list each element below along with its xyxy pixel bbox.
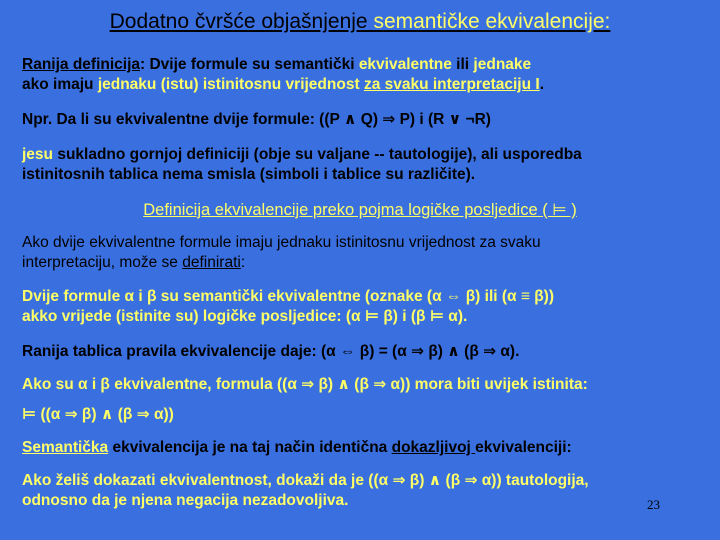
para-intro-line-2 [22, 253, 702, 273]
text-fragment: interpretaciju, može se [22, 254, 183, 271]
highlight-semantic: Semantička [22, 439, 109, 456]
para-proof-hint-line-1: Ako želiš dokazati ekvivalentnost, dokaži da je ((α ⇒ β) ∧ (β ⇒ α)) tautologija, [22, 472, 589, 489]
para-intro-line-1: Ako dvije ekvivalentne formule imaju jednaku istinitosnu vrijednost za svaku [22, 234, 541, 251]
para-previous-definition-line-2 [22, 75, 702, 95]
text-fragment: ekvivalencija je na taj način identična [108, 439, 392, 456]
para-tautology-line-2: ⊨ ((α ⇒ β) ∧ (β ⇒ α)) [22, 406, 174, 423]
section-subheading: Definicija ekvivalencije preko pojma logičke posljedice ( ⊨ ) [143, 201, 577, 219]
para-tautology-line-1: Ako su α i β ekvivalentne, formula ((α ⇒ β) ∧ (β ⇒ α)) mora biti uvijek istinita: [22, 376, 588, 393]
text-fragment: ako imaju [22, 76, 98, 93]
para-proof-hint-line-2: odnosno da je njena negacija nezadovoljiva. [22, 492, 349, 509]
page-number: 23 [647, 497, 660, 512]
para-example-question: Npr. Da li su ekvivalentne dvije formule: ((P ∧ Q) ⇒ P) i (R ∨ ¬R) [22, 111, 491, 128]
highlight-equivalent: ekvivalentne [358, 56, 452, 73]
text-fragment: : Dvije formule su semantički [140, 56, 359, 73]
text-fragment: sukladno gornjoj definiciji (obje su valjane -- tautologije), ali usporedba [53, 146, 582, 163]
title-part-1: Dodatno čvršće objašnjenje [109, 10, 374, 33]
para-answer-line-1 [22, 145, 702, 165]
previous-definition-label: Ranija definicija [22, 56, 141, 73]
para-definition-line-1: Dvije formule α i β su semantički ekvivalentne (oznake (α ⇔ β) ili (α ≡ β)) [22, 288, 555, 305]
provable-word: dokazljivoj [391, 439, 476, 456]
slide-title [0, 10, 720, 34]
text-fragment: ekvivalenciji: [475, 439, 572, 456]
text-fragment: ili [451, 56, 474, 73]
text-fragment: . [539, 76, 544, 93]
highlight-same-truth-value: jednaku (istu) istinitosnu vrijednost [97, 76, 360, 93]
title-part-2: semantičke ekvivalencije: [373, 10, 611, 33]
para-equivalence-table: Ranija tablica pravila ekvivalencije daje: (α ⇔ β) = (α ⇒ β) ∧ (β ⇒ α). [22, 343, 520, 360]
highlight-equal: jednake [473, 56, 532, 73]
para-answer-line-2: istinitosnih tablica nema smisla (simboli i tablice su različite). [22, 166, 476, 183]
define-word: definirati [182, 254, 241, 271]
highlight-every-interpretation: za svaku interpretaciju I [363, 76, 540, 93]
text-fragment: : [240, 254, 246, 271]
para-provable-equivalence [22, 438, 702, 458]
highlight-yes: jesu [22, 146, 54, 163]
para-previous-definition-line-1 [22, 55, 702, 75]
para-definition-line-2: akko vrijede (istinite su) logičke posljedice: (α ⊨ β) i (β ⊨ α). [22, 308, 468, 325]
